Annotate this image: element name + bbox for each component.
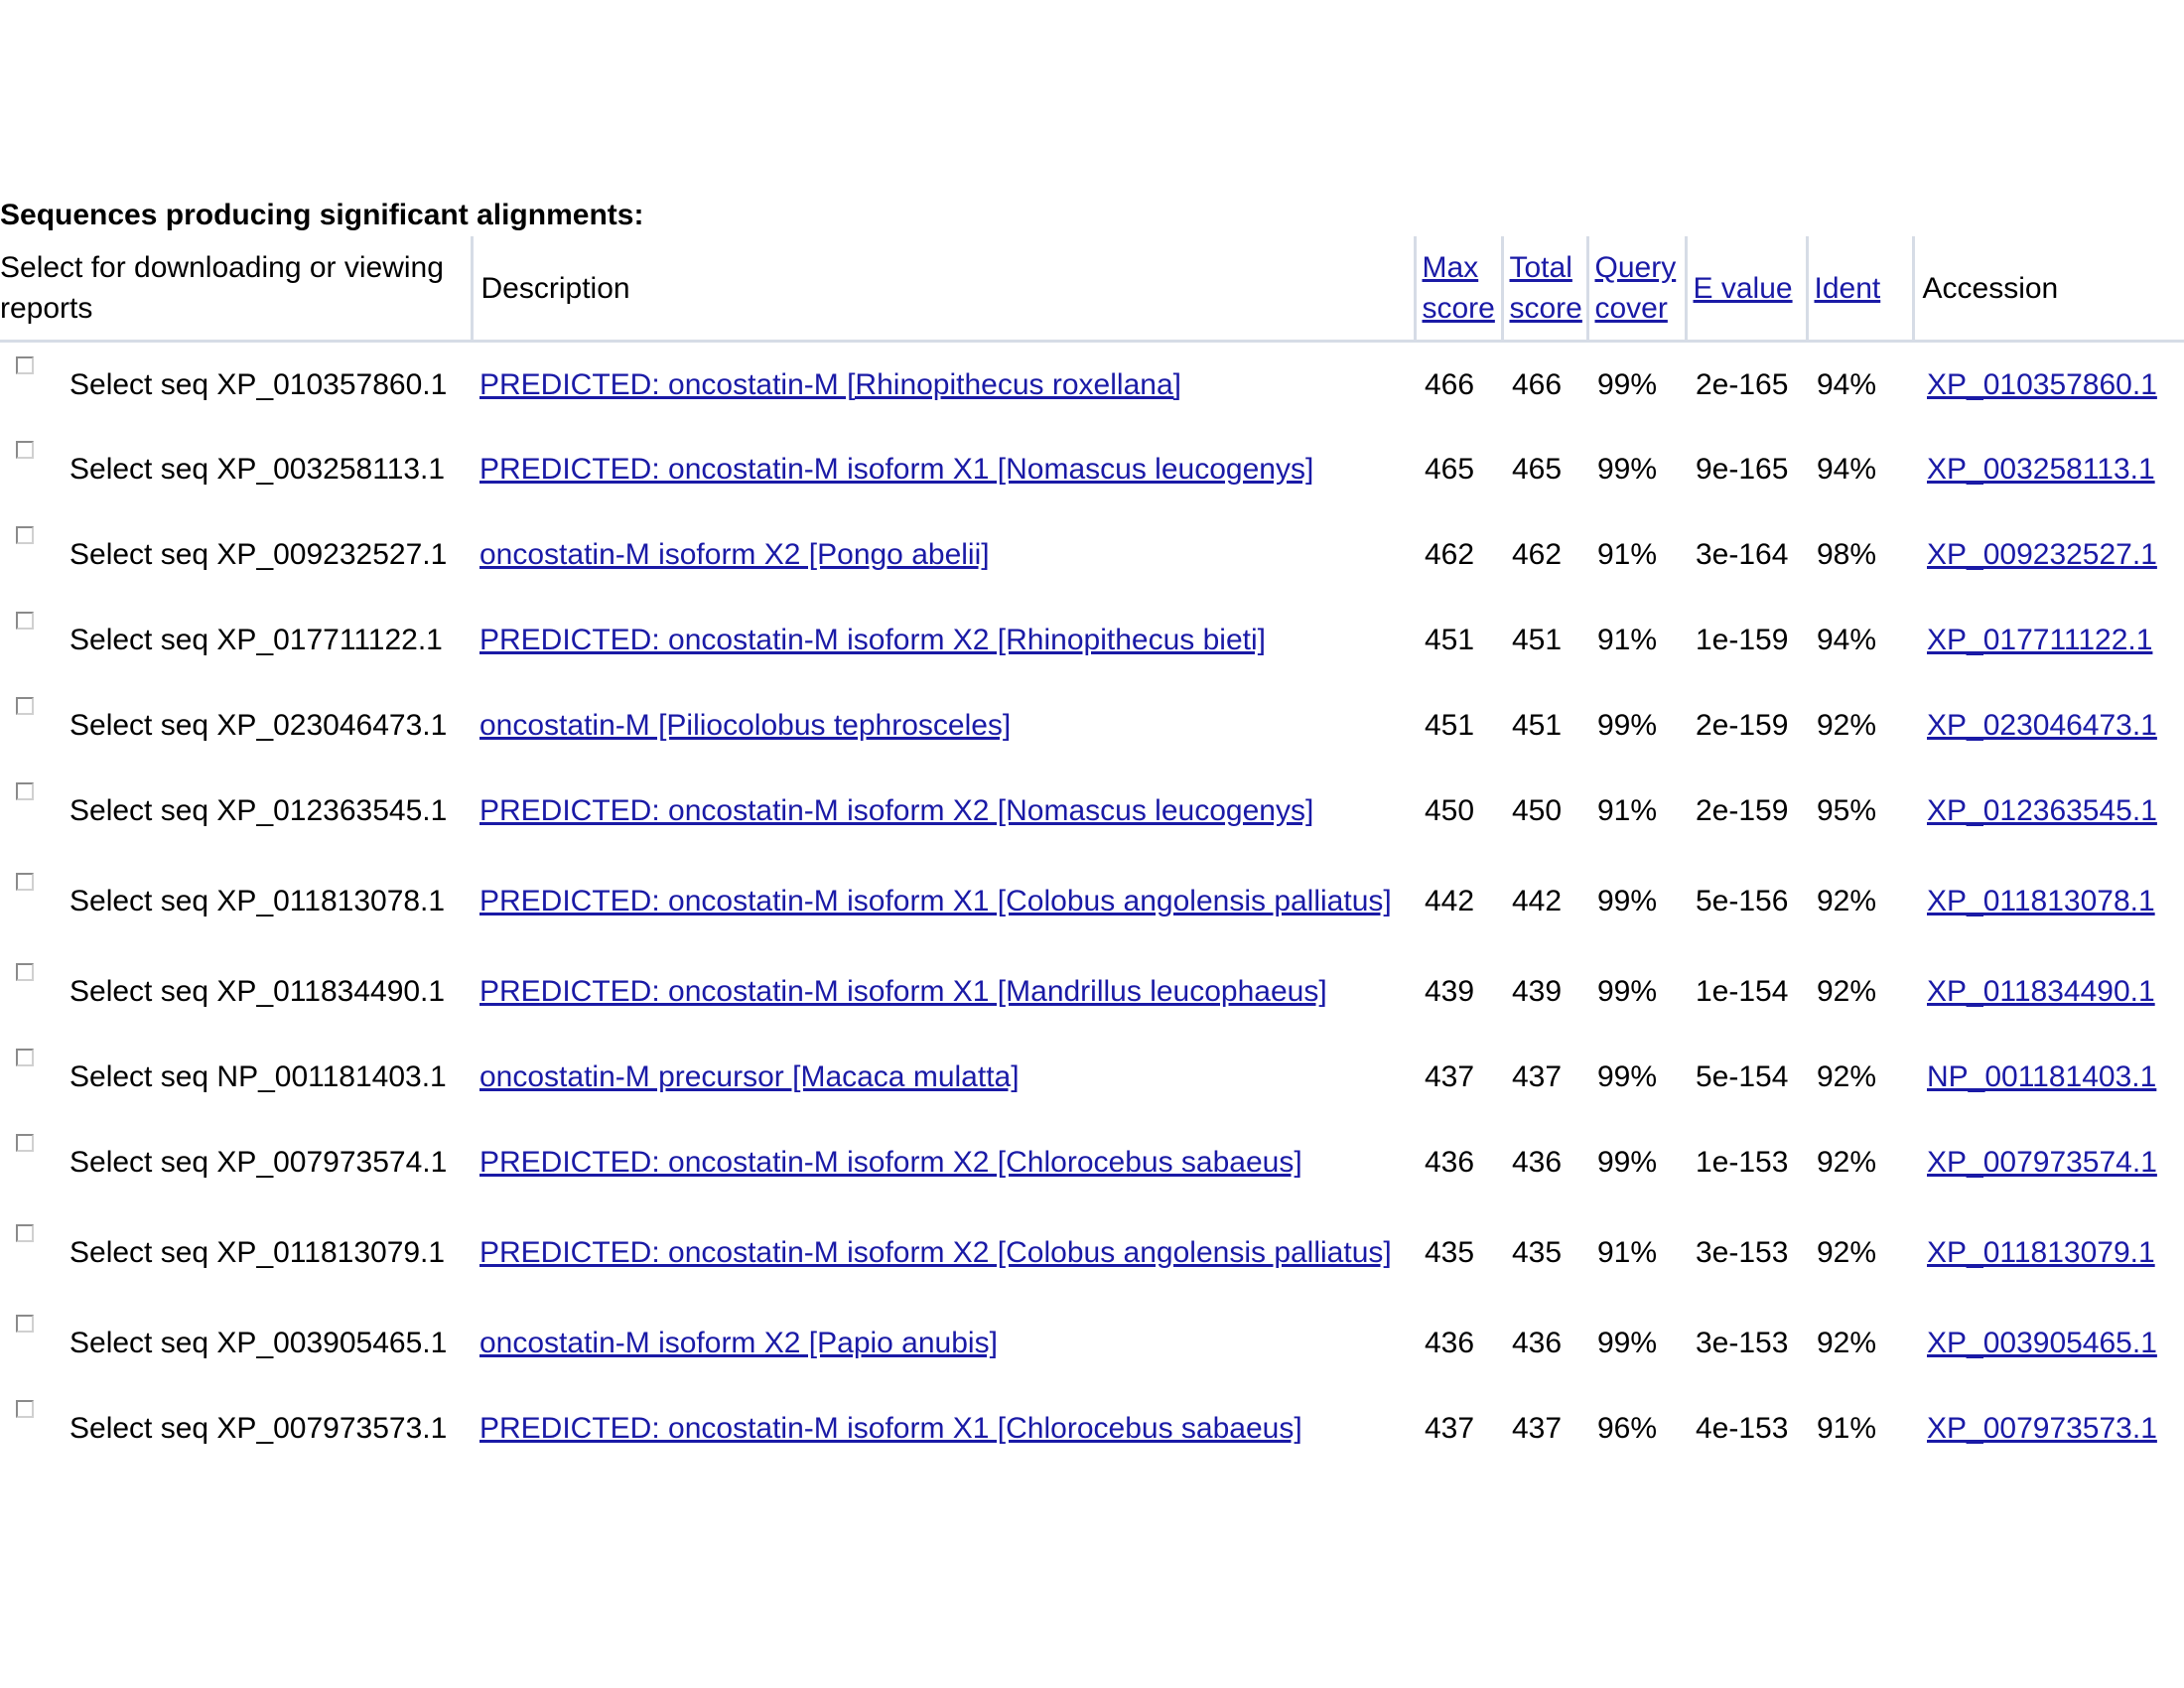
e-value-cell: 3e-153 — [1696, 1236, 1789, 1269]
ident-cell: 92% — [1817, 885, 1877, 917]
total-score-cell: 451 — [1512, 709, 1563, 742]
select-label: Select seq XP_017711122.1 — [69, 624, 443, 656]
select-cell — [0, 1035, 472, 1120]
select-label: Select seq NP_001181403.1 — [69, 1060, 447, 1093]
table-row — [0, 598, 2184, 683]
accession-link[interactable]: XP_012363545.1 — [1927, 794, 2157, 827]
max-score-cell: 436 — [1425, 1327, 1475, 1359]
sort-query-cover-link[interactable]: Query cover — [1594, 251, 1677, 325]
select-label: Select seq XP_003905465.1 — [69, 1327, 448, 1359]
table-row — [0, 1386, 2184, 1472]
select-label: Select seq XP_007973573.1 — [69, 1412, 448, 1445]
max-score-cell: 462 — [1425, 538, 1475, 571]
select-cell — [0, 598, 472, 683]
select-checkbox[interactable] — [16, 356, 34, 374]
ident-cell: 98% — [1817, 538, 1877, 571]
select-label: Select seq XP_023046473.1 — [69, 709, 448, 742]
table-row — [0, 949, 2184, 1035]
query-cover-cell: 99% — [1597, 367, 1658, 401]
select-checkbox[interactable] — [16, 1049, 34, 1066]
accession-link[interactable]: XP_011813078.1 — [1927, 885, 2155, 917]
column-header-select: Select for downloading or viewing reports — [0, 236, 472, 342]
total-score-cell: 466 — [1512, 367, 1563, 401]
query-cover-cell: 91% — [1597, 794, 1658, 827]
description-cell — [472, 1035, 1415, 1120]
query-cover-cell: 99% — [1597, 709, 1658, 742]
accession-link[interactable]: XP_017711122.1 — [1927, 624, 2153, 656]
select-checkbox[interactable] — [16, 612, 34, 630]
description-cell — [472, 1120, 1415, 1205]
table-row — [0, 1035, 2184, 1120]
e-value-cell: 4e-153 — [1696, 1412, 1789, 1445]
accession-cell — [1913, 512, 2184, 598]
ident-cell: 94% — [1817, 453, 1877, 486]
accession-cell — [1913, 683, 2184, 769]
query-cover-cell: 99% — [1597, 885, 1658, 917]
table-header-row — [0, 236, 2184, 342]
query-cover-cell: 91% — [1597, 1236, 1658, 1269]
e-value-cell: 5e-156 — [1696, 885, 1789, 917]
accession-link[interactable]: XP_023046473.1 — [1927, 709, 2157, 742]
select-checkbox[interactable] — [16, 963, 34, 981]
max-score-cell: 465 — [1425, 453, 1475, 486]
max-score-cell: 442 — [1425, 885, 1475, 917]
table-row — [0, 683, 2184, 769]
select-cell — [0, 854, 472, 949]
column-header-e-value — [1686, 236, 1807, 342]
total-score-cell: 465 — [1512, 453, 1563, 486]
query-cover-cell: 99% — [1597, 1146, 1658, 1179]
description-link[interactable]: PREDICTED: oncostatin-M isoform X1 [Chlorocebus sabaeus] — [479, 1412, 1302, 1445]
table-row — [0, 1205, 2184, 1301]
column-header-max-score — [1415, 236, 1502, 342]
total-score-cell: 435 — [1512, 1236, 1563, 1269]
description-cell — [472, 1301, 1415, 1386]
description-link[interactable]: PREDICTED: oncostatin-M isoform X1 [Colobus angolensis palliatus] — [479, 885, 1392, 917]
select-cell — [0, 769, 472, 854]
max-score-cell: 439 — [1425, 975, 1475, 1008]
total-score-cell: 436 — [1512, 1146, 1563, 1179]
select-label: Select seq XP_011813079.1 — [69, 1236, 446, 1269]
e-value-cell: 3e-164 — [1696, 538, 1789, 571]
max-score-cell: 466 — [1425, 367, 1475, 401]
table-row — [0, 1301, 2184, 1386]
column-header-ident — [1807, 236, 1913, 342]
description-cell — [472, 949, 1415, 1035]
total-score-cell: 462 — [1512, 538, 1563, 571]
e-value-cell: 3e-153 — [1696, 1327, 1789, 1359]
accession-link[interactable]: XP_010357860.1 — [1927, 367, 2157, 401]
select-checkbox[interactable] — [16, 1400, 34, 1418]
max-score-cell: 450 — [1425, 794, 1475, 827]
e-value-cell: 9e-165 — [1696, 453, 1789, 486]
accession-cell — [1913, 769, 2184, 854]
accession-cell — [1913, 1301, 2184, 1386]
select-checkbox[interactable] — [16, 441, 34, 459]
select-label: Select seq XP_011834490.1 — [69, 975, 446, 1008]
description-cell — [472, 342, 1415, 427]
e-value-cell: 5e-154 — [1696, 1060, 1789, 1093]
e-value-cell: 2e-159 — [1696, 709, 1789, 742]
accession-cell — [1913, 854, 2184, 949]
e-value-cell: 1e-154 — [1696, 975, 1789, 1008]
select-checkbox[interactable] — [16, 873, 34, 891]
e-value-cell: 2e-159 — [1696, 794, 1789, 827]
description-link[interactable]: PREDICTED: oncostatin-M isoform X1 [Mandrillus leucophaeus] — [479, 975, 1327, 1008]
description-link[interactable]: PREDICTED: oncostatin-M isoform X2 [Rhinopithecus bieti] — [479, 624, 1266, 656]
select-label: Select seq XP_010357860.1 — [69, 367, 448, 401]
accession-link[interactable]: XP_007973574.1 — [1927, 1146, 2157, 1179]
max-score-cell: 451 — [1425, 624, 1475, 656]
query-cover-cell: 91% — [1597, 624, 1658, 656]
select-cell — [0, 342, 472, 427]
description-cell — [472, 854, 1415, 949]
query-cover-cell: 99% — [1597, 975, 1658, 1008]
description-link[interactable]: PREDICTED: oncostatin-M isoform X2 [Chlorocebus sabaeus] — [479, 1146, 1302, 1179]
accession-cell — [1913, 1386, 2184, 1472]
total-score-cell: 436 — [1512, 1327, 1563, 1359]
total-score-cell: 437 — [1512, 1412, 1563, 1445]
total-score-cell: 451 — [1512, 624, 1563, 656]
column-header-accession: Accession — [1913, 236, 2184, 342]
accession-cell — [1913, 1035, 2184, 1120]
column-header-total-score — [1502, 236, 1587, 342]
total-score-cell: 437 — [1512, 1060, 1563, 1093]
ident-cell: 92% — [1817, 1236, 1877, 1269]
select-cell — [0, 427, 472, 512]
select-checkbox[interactable] — [16, 1315, 34, 1333]
accession-link[interactable]: XP_003905465.1 — [1927, 1327, 2157, 1359]
accession-cell — [1913, 598, 2184, 683]
sort-total-score-link[interactable]: Total score — [1509, 251, 1582, 325]
select-checkbox[interactable] — [16, 526, 34, 544]
select-label: Select seq XP_007973574.1 — [69, 1146, 448, 1179]
sort-ident-link[interactable]: Ident — [1814, 271, 1881, 305]
select-cell — [0, 1301, 472, 1386]
ident-cell: 94% — [1817, 624, 1877, 656]
accession-link[interactable]: XP_011834490.1 — [1927, 975, 2155, 1008]
select-cell — [0, 512, 472, 598]
query-cover-cell: 96% — [1597, 1412, 1658, 1445]
total-score-cell: 439 — [1512, 975, 1563, 1008]
ident-cell: 95% — [1817, 794, 1877, 827]
select-checkbox[interactable] — [16, 1224, 34, 1242]
query-cover-cell: 99% — [1597, 1327, 1658, 1359]
accession-cell — [1913, 949, 2184, 1035]
e-value-cell: 2e-165 — [1696, 367, 1789, 401]
select-label: Select seq XP_003258113.1 — [69, 453, 446, 486]
select-cell — [0, 1205, 472, 1301]
sort-e-value-link[interactable]: E value — [1693, 271, 1793, 305]
total-score-cell: 450 — [1512, 794, 1563, 827]
select-label: Select seq XP_011813078.1 — [69, 885, 446, 917]
description-link[interactable]: PREDICTED: oncostatin-M [Rhinopithecus roxellana] — [479, 367, 1181, 401]
description-cell — [472, 512, 1415, 598]
description-link[interactable]: PREDICTED: oncostatin-M isoform X2 [Nomascus leucogenys] — [479, 794, 1314, 827]
ident-cell: 92% — [1817, 1146, 1877, 1179]
ident-cell: 94% — [1817, 367, 1877, 401]
select-cell — [0, 1386, 472, 1472]
max-score-cell: 437 — [1425, 1412, 1475, 1445]
select-cell — [0, 949, 472, 1035]
table-row — [0, 1120, 2184, 1205]
accession-cell — [1913, 1205, 2184, 1301]
section-title: Sequences producing significant alignments: — [0, 199, 644, 231]
description-link[interactable]: oncostatin-M [Piliocolobus tephrosceles] — [479, 709, 1012, 742]
table-row — [0, 342, 2184, 427]
max-score-cell: 436 — [1425, 1146, 1475, 1179]
column-header-description: Description — [472, 236, 1415, 342]
ident-cell: 92% — [1817, 975, 1877, 1008]
max-score-cell: 435 — [1425, 1236, 1475, 1269]
max-score-cell: 437 — [1425, 1060, 1475, 1093]
sort-max-score-link[interactable]: Max score — [1422, 251, 1495, 325]
select-label: Select seq XP_009232527.1 — [69, 538, 448, 571]
table-row — [0, 769, 2184, 854]
ident-cell: 92% — [1817, 709, 1877, 742]
e-value-cell: 1e-153 — [1696, 1146, 1789, 1179]
ident-cell: 91% — [1817, 1412, 1877, 1445]
select-cell — [0, 1120, 472, 1205]
accession-link[interactable]: XP_003258113.1 — [1927, 453, 2155, 486]
column-header-query-cover — [1587, 236, 1686, 342]
description-link[interactable]: PREDICTED: oncostatin-M isoform X2 [Colobus angolensis palliatus] — [479, 1236, 1392, 1269]
accession-link[interactable]: XP_011813079.1 — [1927, 1236, 2155, 1269]
select-checkbox[interactable] — [16, 697, 34, 715]
select-label: Select seq XP_012363545.1 — [69, 794, 448, 827]
description-cell — [472, 683, 1415, 769]
table-row — [0, 854, 2184, 949]
table-row — [0, 427, 2184, 512]
description-link[interactable]: oncostatin-M isoform X2 [Pongo abelii] — [479, 538, 990, 571]
description-cell — [472, 598, 1415, 683]
ident-cell: 92% — [1817, 1060, 1877, 1093]
accession-cell — [1913, 342, 2184, 427]
accession-link[interactable]: XP_007973573.1 — [1927, 1412, 2157, 1445]
query-cover-cell: 91% — [1597, 538, 1658, 571]
description-cell — [472, 769, 1415, 854]
select-checkbox[interactable] — [16, 1134, 34, 1152]
description-link[interactable]: PREDICTED: oncostatin-M isoform X1 [Nomascus leucogenys] — [479, 453, 1314, 486]
accession-cell — [1913, 1120, 2184, 1205]
select-cell — [0, 683, 472, 769]
ident-cell: 92% — [1817, 1327, 1877, 1359]
total-score-cell: 442 — [1512, 885, 1563, 917]
query-cover-cell: 99% — [1597, 1060, 1658, 1093]
accession-link[interactable]: NP_001181403.1 — [1927, 1060, 2157, 1093]
accession-cell — [1913, 427, 2184, 512]
accession-link[interactable]: XP_009232527.1 — [1927, 538, 2157, 571]
alignments-table — [0, 236, 2184, 1472]
select-checkbox[interactable] — [16, 782, 34, 800]
description-link[interactable]: oncostatin-M isoform X2 [Papio anubis] — [479, 1327, 998, 1359]
table-row — [0, 512, 2184, 598]
max-score-cell: 451 — [1425, 709, 1475, 742]
description-cell — [472, 427, 1415, 512]
description-cell — [472, 1205, 1415, 1301]
description-link[interactable]: oncostatin-M precursor [Macaca mulatta] — [479, 1060, 1020, 1093]
description-cell — [472, 1386, 1415, 1472]
e-value-cell: 1e-159 — [1696, 624, 1789, 656]
query-cover-cell: 99% — [1597, 453, 1658, 486]
